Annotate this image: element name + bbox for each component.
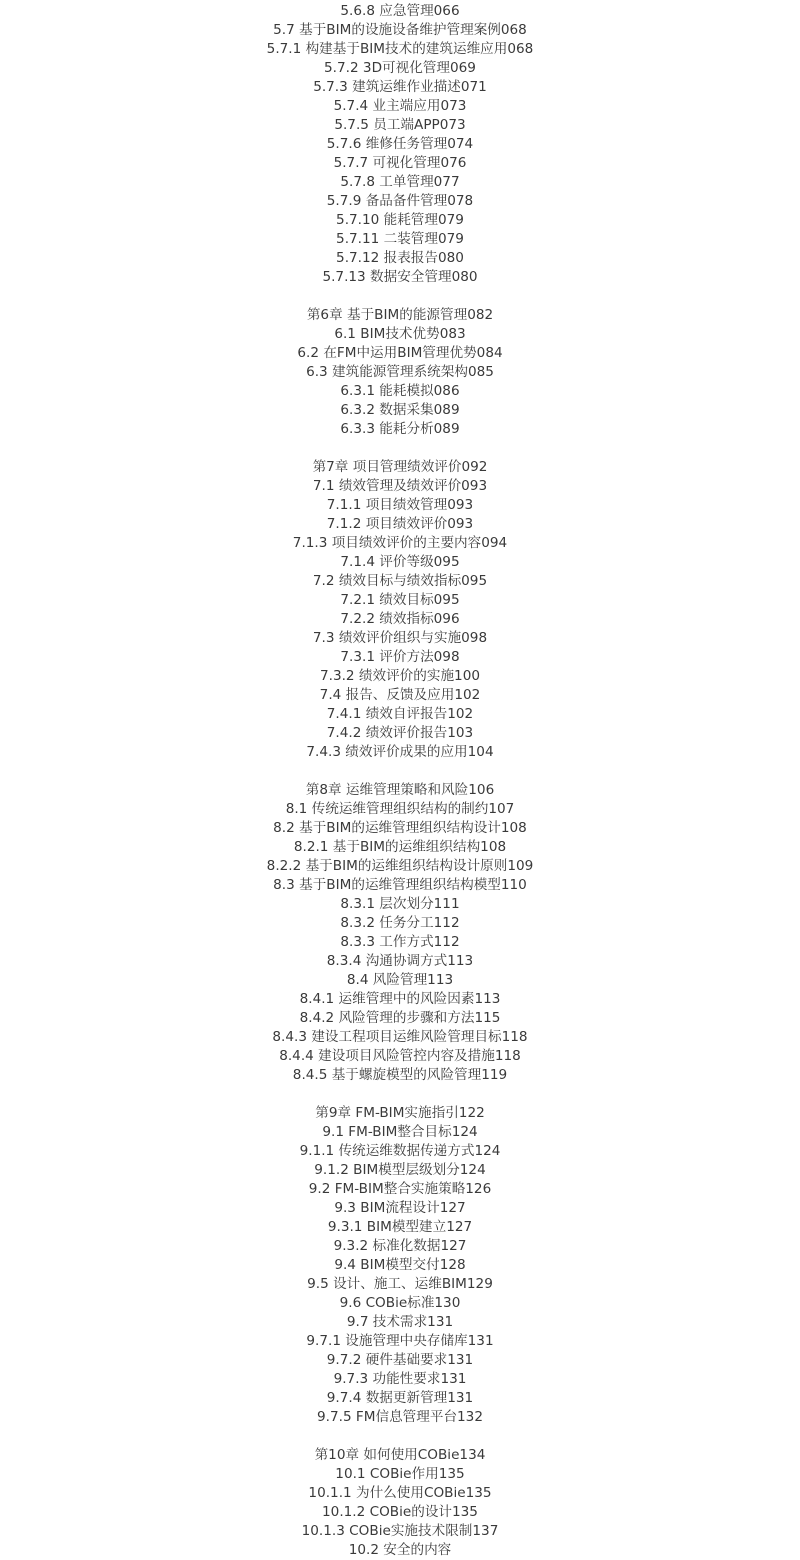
toc-entry: 9.7.3 功能性要求131 — [333, 1371, 467, 1387]
toc-entry: 8.1 传统运维管理组织结构的制约107 — [285, 801, 515, 817]
toc-entry: 10.2 安全的内容 — [348, 1542, 452, 1558]
toc-entry: 9.7.1 设施管理中央存储库131 — [306, 1333, 494, 1349]
toc-entry: 8.4.3 建设工程项目运维风险管理目标118 — [272, 1029, 528, 1045]
toc-entry: 7.4.2 绩效评价报告103 — [326, 725, 474, 741]
toc-entry: 6.3.2 数据采集089 — [340, 402, 460, 418]
toc-entry: 8.3.2 任务分工112 — [340, 915, 460, 931]
toc-entry: 6.3.1 能耗模拟086 — [340, 383, 460, 399]
toc-entry: 5.7.8 工单管理077 — [340, 174, 460, 190]
toc-entry: 10.1.3 COBie实施技术限制137 — [301, 1523, 499, 1539]
chapter-heading: 第10章 如何使用COBie134 — [314, 1447, 486, 1463]
toc-entry: 9.7 技术需求131 — [346, 1314, 454, 1330]
toc-entry: 5.7.2 3D可视化管理069 — [324, 60, 476, 76]
toc-entry: 7.1.2 项目绩效评价093 — [326, 516, 474, 532]
toc-entry: 6.3 建筑能源管理系统架构085 — [306, 364, 494, 380]
toc-entry: 8.4 风险管理113 — [346, 972, 454, 988]
toc-entry: 5.7.5 员工端APP073 — [334, 117, 466, 133]
toc-entry: 7.1 绩效管理及绩效评价093 — [312, 478, 488, 494]
toc-entry: 10.1.2 COBie的设计135 — [322, 1504, 478, 1520]
toc-entry: 9.1 FM-BIM整合目标124 — [322, 1124, 478, 1140]
toc-entry: 5.7.9 备品备件管理078 — [326, 193, 474, 209]
toc-entry: 9.4 BIM模型交付128 — [334, 1257, 466, 1273]
toc-entry: 9.3 BIM流程设计127 — [334, 1200, 466, 1216]
chapter-heading: 第9章 FM-BIM实施指引122 — [315, 1105, 485, 1121]
toc-entry: 5.7.7 可视化管理076 — [333, 155, 467, 171]
toc-entry: 10.1.1 为什么使用COBie135 — [308, 1485, 492, 1501]
toc-entry: 5.7.1 构建基于BIM技术的建筑运维应用068 — [266, 41, 534, 57]
toc-entry: 7.2.1 绩效目标095 — [340, 592, 460, 608]
toc-entry: 9.3.2 标准化数据127 — [333, 1238, 467, 1254]
toc-entry: 9.1.1 传统运维数据传递方式124 — [299, 1143, 501, 1159]
toc-entry: 9.1.2 BIM模型层级划分124 — [314, 1162, 486, 1178]
toc-entry: 8.2.2 基于BIM的运维组织结构设计原则109 — [266, 858, 534, 874]
section-spacer — [0, 439, 800, 458]
toc-entry: 6.3.3 能耗分析089 — [340, 421, 460, 437]
toc-entry: 8.4.5 基于螺旋模型的风险管理119 — [292, 1067, 508, 1083]
toc-entry: 7.1.3 项目绩效评价的主要内容094 — [292, 535, 508, 551]
toc-entry: 7.3.1 评价方法098 — [340, 649, 460, 665]
section-spacer — [0, 287, 800, 306]
toc-entry: 8.4.2 风险管理的步骤和方法115 — [299, 1010, 501, 1026]
toc-entry: 8.2 基于BIM的运维管理组织结构设计108 — [273, 820, 527, 836]
section-spacer — [0, 1085, 800, 1104]
toc-entry: 7.4.3 绩效评价成果的应用104 — [306, 744, 494, 760]
section-spacer — [0, 762, 800, 781]
toc-entry: 8.4.1 运维管理中的风险因素113 — [299, 991, 501, 1007]
toc-entry: 5.7.3 建筑运维作业描述071 — [313, 79, 487, 95]
toc-entry: 9.5 设计、施工、运维BIM129 — [307, 1276, 493, 1292]
toc-entry: 7.3.2 绩效评价的实施100 — [319, 668, 480, 684]
toc-entry: 6.2 在FM中运用BIM管理优势084 — [297, 345, 503, 361]
toc-entry: 10.1 COBie作用135 — [335, 1466, 465, 1482]
chapter-heading: 第8章 运维管理策略和风险106 — [305, 782, 495, 798]
toc-entry: 9.7.5 FM信息管理平台132 — [317, 1409, 483, 1425]
toc-entry: 8.4.4 建设项目风险管控内容及措施118 — [279, 1048, 521, 1064]
toc-entry: 5.7.13 数据安全管理080 — [322, 269, 478, 285]
toc-entry: 8.3 基于BIM的运维管理组织结构模型110 — [273, 877, 527, 893]
toc-entry: 9.2 FM-BIM整合实施策略126 — [308, 1181, 492, 1197]
toc-entry: 5.7.4 业主端应用073 — [333, 98, 467, 114]
toc-entry: 6.1 BIM技术优势083 — [334, 326, 466, 342]
table-of-contents — [0, 2, 800, 1560]
toc-entry: 5.7 基于BIM的设施设备维护管理案例068 — [273, 22, 527, 38]
toc-entry: 5.7.10 能耗管理079 — [336, 212, 464, 228]
toc-entry: 7.4.1 绩效自评报告102 — [326, 706, 474, 722]
chapter-heading: 第7章 项目管理绩效评价092 — [312, 459, 488, 475]
toc-entry: 7.1.1 项目绩效管理093 — [326, 497, 474, 513]
toc-entry: 9.7.4 数据更新管理131 — [326, 1390, 474, 1406]
chapter-heading: 第6章 基于BIM的能源管理082 — [306, 307, 494, 323]
toc-entry: 7.2 绩效目标与绩效指标095 — [312, 573, 488, 589]
toc-entry: 5.6.8 应急管理066 — [340, 3, 460, 19]
toc-entry: 8.3.1 层次划分111 — [340, 896, 460, 912]
toc-entry: 7.3 绩效评价组织与实施098 — [312, 630, 488, 646]
toc-entry: 9.6 COBie标准130 — [339, 1295, 461, 1311]
toc-entry: 8.3.4 沟通协调方式113 — [326, 953, 474, 969]
toc-entry: 9.3.1 BIM模型建立127 — [327, 1219, 473, 1235]
toc-entry: 8.3.3 工作方式112 — [340, 934, 460, 950]
toc-entry: 8.2.1 基于BIM的运维组织结构108 — [293, 839, 507, 855]
toc-entry: 7.1.4 评价等级095 — [340, 554, 460, 570]
toc-entry: 5.7.11 二装管理079 — [336, 231, 464, 247]
toc-entry: 9.7.2 硬件基础要求131 — [326, 1352, 474, 1368]
toc-entry: 5.7.6 维修任务管理074 — [326, 136, 474, 152]
toc-entry: 5.7.12 报表报告080 — [336, 250, 464, 266]
toc-entry: 7.4 报告、反馈及应用102 — [319, 687, 481, 703]
section-spacer — [0, 1427, 800, 1446]
toc-entry: 7.2.2 绩效指标096 — [340, 611, 460, 627]
